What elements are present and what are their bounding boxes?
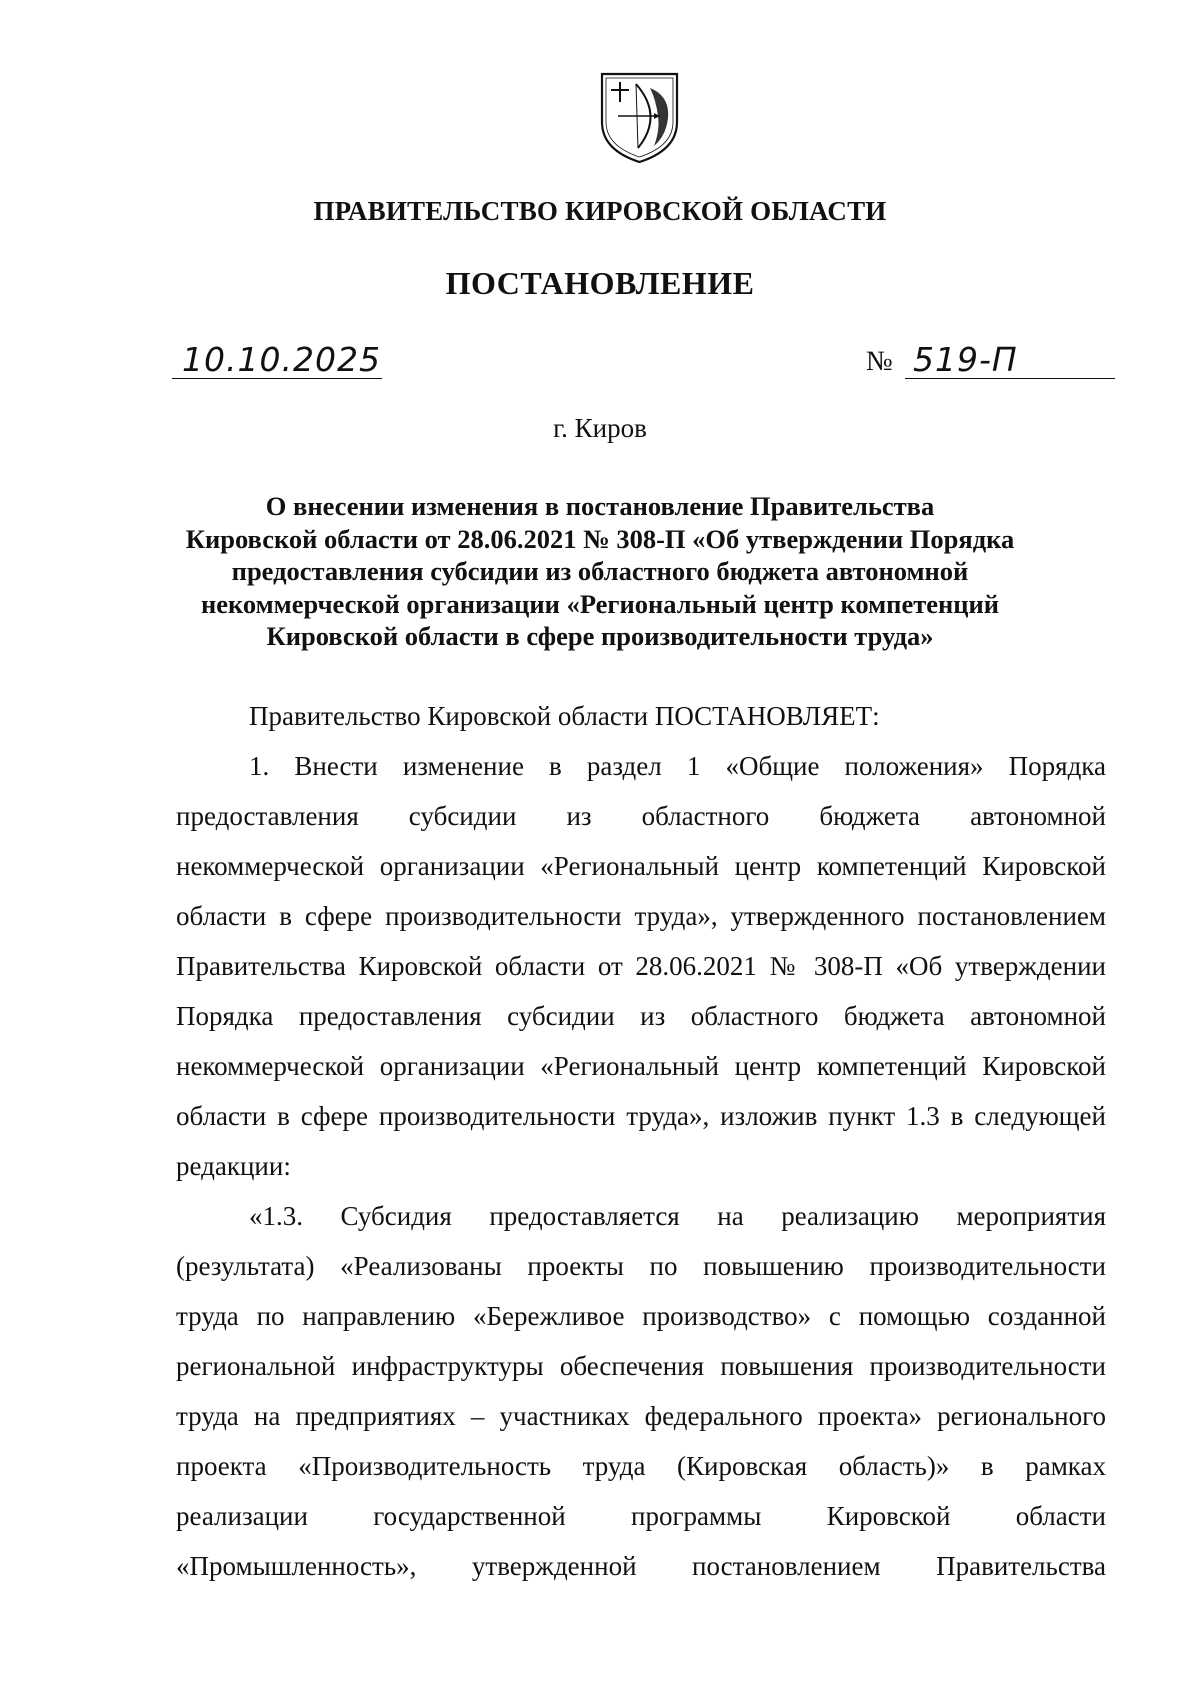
body-line: редакции:	[176, 1151, 291, 1181]
document-type: ПОСТАНОВЛЕНИЕ	[445, 265, 755, 301]
date-underline	[172, 378, 382, 379]
title-line: Кировской области в сфере производительности труда»	[266, 621, 934, 651]
body-line: области в сфере производительности труда», утвержденного постановлением	[176, 901, 1106, 931]
document-number: 519-П	[913, 340, 1018, 379]
title-line: Кировской области от 28.06.2021 № 308-П «Об утверждении Порядка	[185, 523, 1015, 554]
body-line: предоставления субсидии из областного бюджета автономной	[176, 801, 1106, 831]
body-line: некоммерческой организации «Региональный центр компетенций Кировской	[176, 851, 1106, 881]
body-line: «Промышленность», утвержденной постановлением Правительства	[176, 1551, 1106, 1581]
document-date: 10.10.2025	[182, 340, 381, 379]
title-line: некоммерческой организации «Региональный центр компетенций	[200, 588, 1000, 619]
coat-of-arms-icon	[598, 70, 681, 166]
body-line: Правительства Кировской области от 28.06.2021 № 308-П «Об утверждении	[176, 951, 1106, 981]
body-line: области в сфере производительности труда», изложив пункт 1.3 в следующей	[176, 1101, 1106, 1131]
body-line: Порядка предоставления субсидии из областного бюджета автономной	[176, 1001, 1106, 1031]
document-title	[100, 490, 1100, 653]
document-date-field	[172, 340, 382, 384]
body-line: (результата) «Реализованы проекты по повышению производительности	[176, 1251, 1106, 1281]
number-underline	[905, 378, 1115, 379]
title-line: предоставления субсидии из областного бюджета автономной	[231, 556, 969, 586]
body-line: труда на предприятиях – участниках федерального проекта» регионального	[176, 1401, 1106, 1431]
document-body	[176, 700, 1106, 1600]
number-label: №	[866, 346, 893, 377]
body-line: некоммерческой организации «Региональный центр компетенций Кировской	[176, 1051, 1106, 1081]
city: г. Киров	[553, 413, 647, 443]
document-number-field	[905, 340, 1115, 384]
organization-name: ПРАВИТЕЛЬСТВО КИРОВСКОЙ ОБЛАСТИ	[313, 196, 887, 226]
body-line: проекта «Производительность труда (Кировская область)» в рамках	[176, 1451, 1106, 1481]
body-line: труда по направлению «Бережливое производство» с помощью созданной	[176, 1301, 1106, 1331]
body-line: региональной инфраструктуры обеспечения повышения производительности	[176, 1351, 1106, 1381]
body-line: Правительство Кировской области ПОСТАНОВЛЯЕТ:	[249, 701, 880, 731]
body-line: 1. Внести изменение в раздел 1 «Общие положения» Порядка	[249, 751, 1106, 781]
body-line: «1.3. Субсидия предоставляется на реализацию мероприятия	[249, 1201, 1106, 1231]
title-line: О внесении изменения в постановление Правительства	[265, 491, 935, 521]
body-line: реализации государственной программы Кировской области	[176, 1501, 1106, 1531]
